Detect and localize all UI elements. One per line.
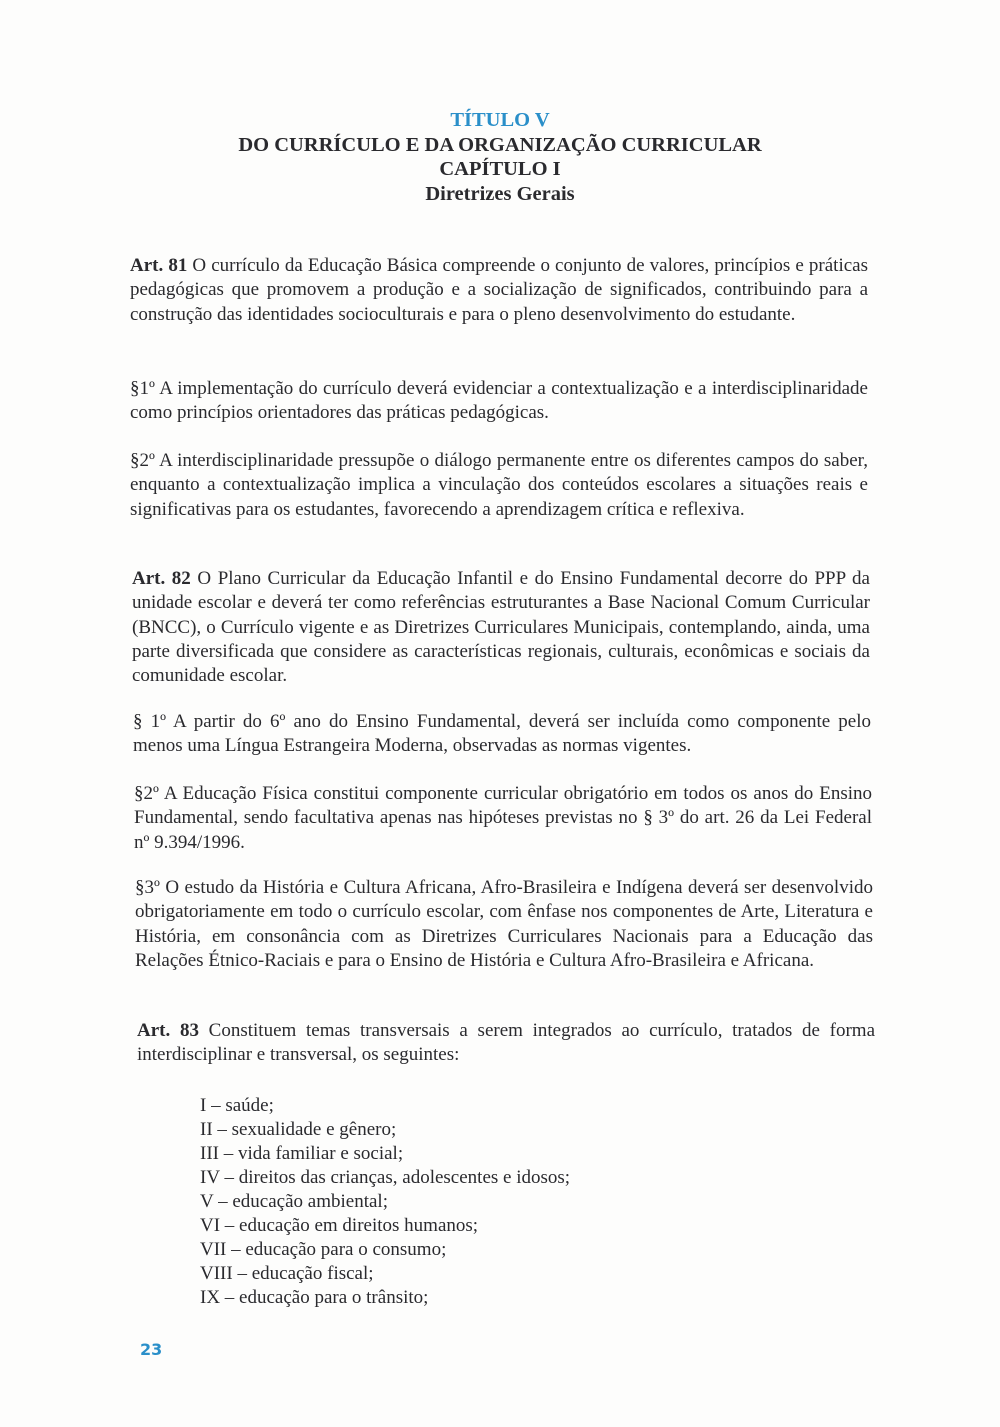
list-item: I – saúde; bbox=[200, 1095, 274, 1116]
article-label: Art. 82 bbox=[132, 568, 191, 589]
article-label: Art. 81 bbox=[130, 255, 188, 276]
page-number: 23 bbox=[140, 1340, 163, 1359]
list-item: IV – direitos das crianças, adolescentes e idosos; bbox=[200, 1167, 571, 1188]
paragraph-text: §2º A interdisciplinaridade pressupõe o diálogo permanente entre os diferentes campos do saber, enquanto a contextualização implica a vinculação dos conteúdos escolares a situações reais e significativas para os estudantes, favorecendo a aprendizagem crítica e reflexiva. bbox=[130, 450, 868, 520]
paragraph-text: § 1º A partir do 6º ano do Ensino Fundamental, deverá ser incluída como componente pelo menos uma Língua Estrangeira Moderna, observadas as normas vigentes. bbox=[133, 711, 871, 757]
list-item: VIII – educação fiscal; bbox=[200, 1263, 374, 1284]
article-81-paragraph-2 bbox=[130, 449, 868, 522]
article-82-paragraph-1 bbox=[133, 710, 871, 759]
article-82 bbox=[132, 567, 870, 688]
subtitle-heading: Diretrizes Gerais bbox=[425, 182, 575, 205]
list-item: III – vida familiar e social; bbox=[200, 1143, 404, 1164]
list-item: VII – educação para o consumo; bbox=[200, 1239, 447, 1260]
article-83 bbox=[137, 1019, 875, 1068]
article-81 bbox=[130, 254, 868, 327]
capitulo-heading: CAPÍTULO I bbox=[439, 158, 561, 180]
title-heading: DO CURRÍCULO E DA ORGANIZAÇÃO CURRICULAR bbox=[238, 133, 762, 156]
article-text: Constituem temas transversais a serem integrados ao currículo, tratados de forma interdisciplinar e transversal, os seguintes: bbox=[137, 1020, 876, 1066]
list-item: IX – educação para o trânsito; bbox=[200, 1287, 429, 1308]
article-label: Art. 83 bbox=[137, 1020, 199, 1041]
paragraph-text: §3º O estudo da História e Cultura Africana, Afro-Brasileira e Indígena deverá ser desenvolvido obrigatoriamente em todo o currículo escolar, com ênfase nos componentes de Arte, Literatura e História, em consonância com as Diretrizes Curriculares Nacionais para a Educação das Relações Étnico-Raciais e para o Ensino de História e Cultura Afro-Brasileira e Africana. bbox=[135, 877, 873, 971]
paragraph-text: §2º A Educação Física constitui componente curricular obrigatório em todos os anos do Ensino Fundamental, sendo facultativa apenas nas hipóteses previstas no § 3º do art. 26 da Lei Federal nº 9.394/1996. bbox=[134, 783, 872, 853]
paragraph-text: §1º A implementação do currículo deverá evidenciar a contextualização e a interdisciplinaridade como princípios orientadores das práticas pedagógicas. bbox=[130, 378, 868, 424]
titulo-heading: TÍTULO V bbox=[450, 109, 550, 131]
document-header bbox=[0, 108, 1000, 206]
article-text: O Plano Curricular da Educação Infantil e do Ensino Fundamental decorre do PPP da unidade escolar e deverá ter como referências estruturantes a Base Nacional Comum Curricular (BNCC), o Currículo vigente e as Diretrizes Curriculares Municipais, contemplando, ainda, uma parte diversificada que considere as características regionais, culturais, econômicas e sociais da comunidade escolar. bbox=[132, 568, 870, 687]
list-item: VI – educação em direitos humanos; bbox=[200, 1215, 479, 1236]
article-81-paragraph-1 bbox=[130, 377, 868, 426]
article-text: O currículo da Educação Básica compreende o conjunto de valores, princípios e práticas pedagógicas que promovem a produção e a socialização de significados, contribuindo para a construção das identidades socioculturais e para o pleno desenvolvimento do estudante. bbox=[130, 255, 868, 325]
list-item: V – educação ambiental; bbox=[200, 1191, 388, 1212]
themes-list bbox=[200, 1094, 570, 1310]
list-item: II – sexualidade e gênero; bbox=[200, 1119, 397, 1140]
article-82-paragraph-2 bbox=[134, 782, 872, 855]
article-82-paragraph-3 bbox=[135, 876, 873, 973]
